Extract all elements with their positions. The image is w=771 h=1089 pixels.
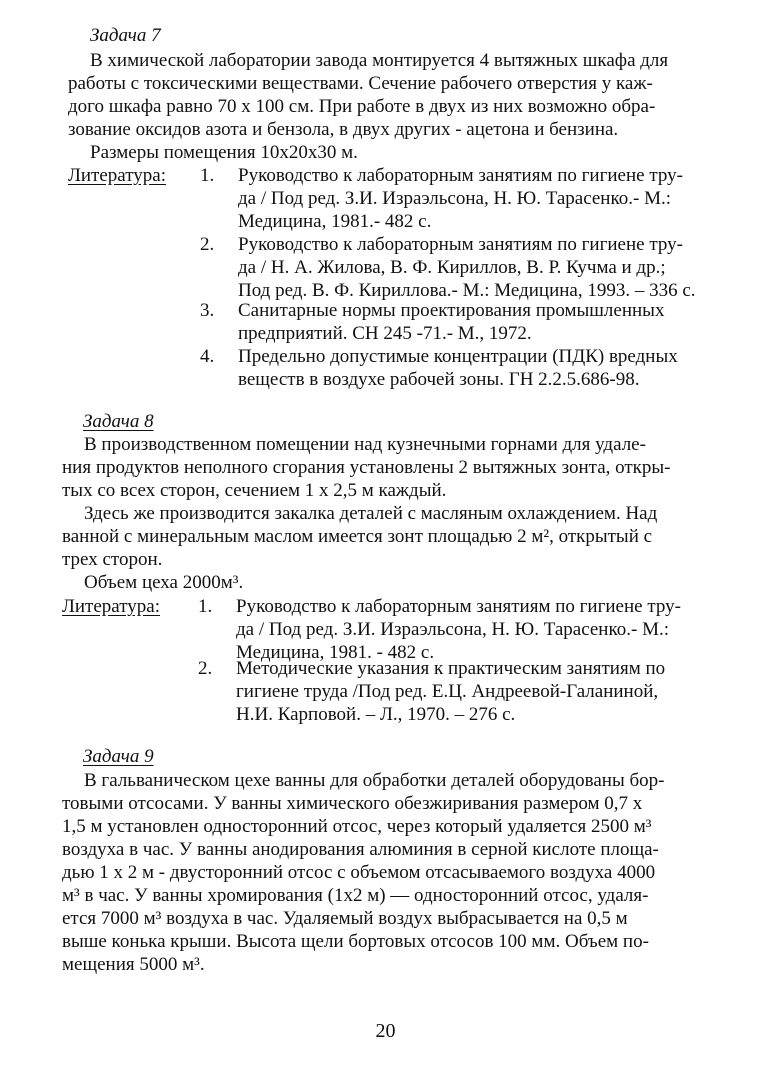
ref-line: Руководство к лабораторным занятиям по гигиене тру- bbox=[238, 234, 683, 255]
task7-line: зование оксидов азота и бензола, в двух других - ацетона и бензина. bbox=[68, 119, 619, 140]
ref-line: да / Н. А. Жилова, В. Ф. Кириллов, В. Р. Кучма и др.; bbox=[238, 257, 666, 278]
task7-ref-2 bbox=[200, 233, 710, 303]
ref-number: 2. bbox=[198, 658, 213, 679]
ref-line: предприятий. СН 245 -71.- М., 1972. bbox=[238, 323, 532, 344]
task9-line: В гальваническом цехе ванны для обработки деталей оборудованы бор- bbox=[84, 770, 665, 791]
ref-number: 1. bbox=[198, 596, 213, 617]
task8-ref-2 bbox=[198, 657, 713, 727]
task8-ref-1 bbox=[198, 595, 713, 665]
ref-line: Под ред. В. Ф. Кириллова.- М.: Медицина, 1993. – 336 с. bbox=[238, 280, 696, 301]
ref-line: Руководство к лабораторным занятиям по гигиене тру- bbox=[238, 165, 683, 186]
ref-line: да / Под ред. З.И. Израэльсона, Н. Ю. Тарасенко.- М.: bbox=[236, 619, 669, 640]
task8-line: Здесь же производится закалка деталей с масляным охлаждением. Над bbox=[84, 503, 658, 524]
task8-literature-label: Литература: bbox=[62, 596, 160, 617]
task8-line: ванной с минеральным маслом имеется зонт площадью 2 м², открытый с bbox=[62, 526, 653, 547]
ref-line: Руководство к лабораторным занятиям по гигиене тру- bbox=[236, 596, 681, 617]
ref-number: 1. bbox=[200, 165, 215, 186]
ref-line: Санитарные нормы проектирования промышленных bbox=[238, 300, 665, 321]
ref-line: Методические указания к практическим занятиям по bbox=[236, 658, 666, 679]
task8-line: ния продуктов неполного сгорания установлены 2 вытяжных зонта, откры- bbox=[62, 457, 671, 478]
task8-title: Задача 8 bbox=[83, 411, 154, 432]
task9-title: Задача 9 bbox=[83, 746, 154, 767]
ref-number: 2. bbox=[200, 234, 215, 255]
ref-line: веществ в воздухе рабочей зоны. ГН 2.2.5.686-98. bbox=[238, 369, 640, 390]
task7-title: Задача 7 bbox=[90, 25, 161, 46]
task7-line: дого шкафа равно 70 х 100 см. При работе в двух из них возможно обра- bbox=[68, 96, 656, 117]
task7-ref-3 bbox=[200, 299, 710, 347]
task9-line: мещения 5000 м³. bbox=[62, 954, 205, 975]
task8-line: тых со всех сторон, сечением 1 х 2,5 м каждый. bbox=[62, 480, 447, 501]
ref-line: Медицина, 1981. - 482 с. bbox=[236, 642, 435, 663]
task9-line: м³ в час. У ванны хромирования (1х2 м) — односторонний отсос, удаля- bbox=[62, 885, 649, 906]
task8-line: Объем цеха 2000м³. bbox=[84, 572, 244, 593]
task9-line: воздуха в час. У ванны анодирования алюминия в серной кислоте площа- bbox=[62, 839, 659, 860]
ref-line: гигиене труда /Под ред. Е.Ц. Андреевой-Галаниной, bbox=[236, 681, 659, 702]
task7-line: В химической лаборатории завода монтируется 4 вытяжных шкафа для bbox=[90, 50, 669, 71]
task7-ref-1 bbox=[200, 164, 710, 234]
task8-text bbox=[62, 433, 710, 594]
task9-line: товыми отсосами. У ванны химического обезжиривания размером 0,7 х bbox=[62, 793, 643, 814]
task7-line: Размеры помещения 10х20х30 м. bbox=[90, 142, 358, 163]
ref-line: Н.И. Карповой. – Л., 1970. – 276 с. bbox=[236, 704, 516, 725]
ref-line: да / Под ред. З.И. Израэльсона, Н. Ю. Тарасенко.- М.: bbox=[238, 188, 671, 209]
ref-line: Медицина, 1981.- 482 с. bbox=[238, 211, 432, 232]
task8-line: В производственном помещении над кузнечными горнами для удале- bbox=[84, 434, 646, 455]
page-number: 20 bbox=[375, 1020, 396, 1042]
task9-line: дью 1 х 2 м - двусторонний отсос с объемом отсасываемого воздуха 4000 bbox=[62, 862, 656, 883]
task9-line: 1,5 м установлен односторонний отсос, через который удаляется 2500 м³ bbox=[62, 816, 652, 837]
task8-line: трех сторон. bbox=[62, 549, 163, 570]
task7-line: работы с токсическими веществами. Сечение рабочего отверстия у каж- bbox=[68, 73, 653, 94]
task9-line: ется 7000 м³ воздуха в час. Удаляемый воздух выбрасывается на 0,5 м bbox=[62, 908, 628, 929]
task7-text bbox=[68, 49, 708, 164]
task9-line: выше конька крыши. Высота щели бортовых отсосов 100 мм. Объем по- bbox=[62, 931, 649, 952]
task7-literature-label: Литература: bbox=[68, 165, 166, 186]
ref-line: Предельно допустимые концентрации (ПДК) вредных bbox=[238, 346, 678, 367]
task9-text bbox=[62, 769, 710, 976]
task7-ref-4 bbox=[200, 345, 710, 393]
ref-number: 3. bbox=[200, 300, 215, 321]
ref-number: 4. bbox=[200, 346, 215, 367]
